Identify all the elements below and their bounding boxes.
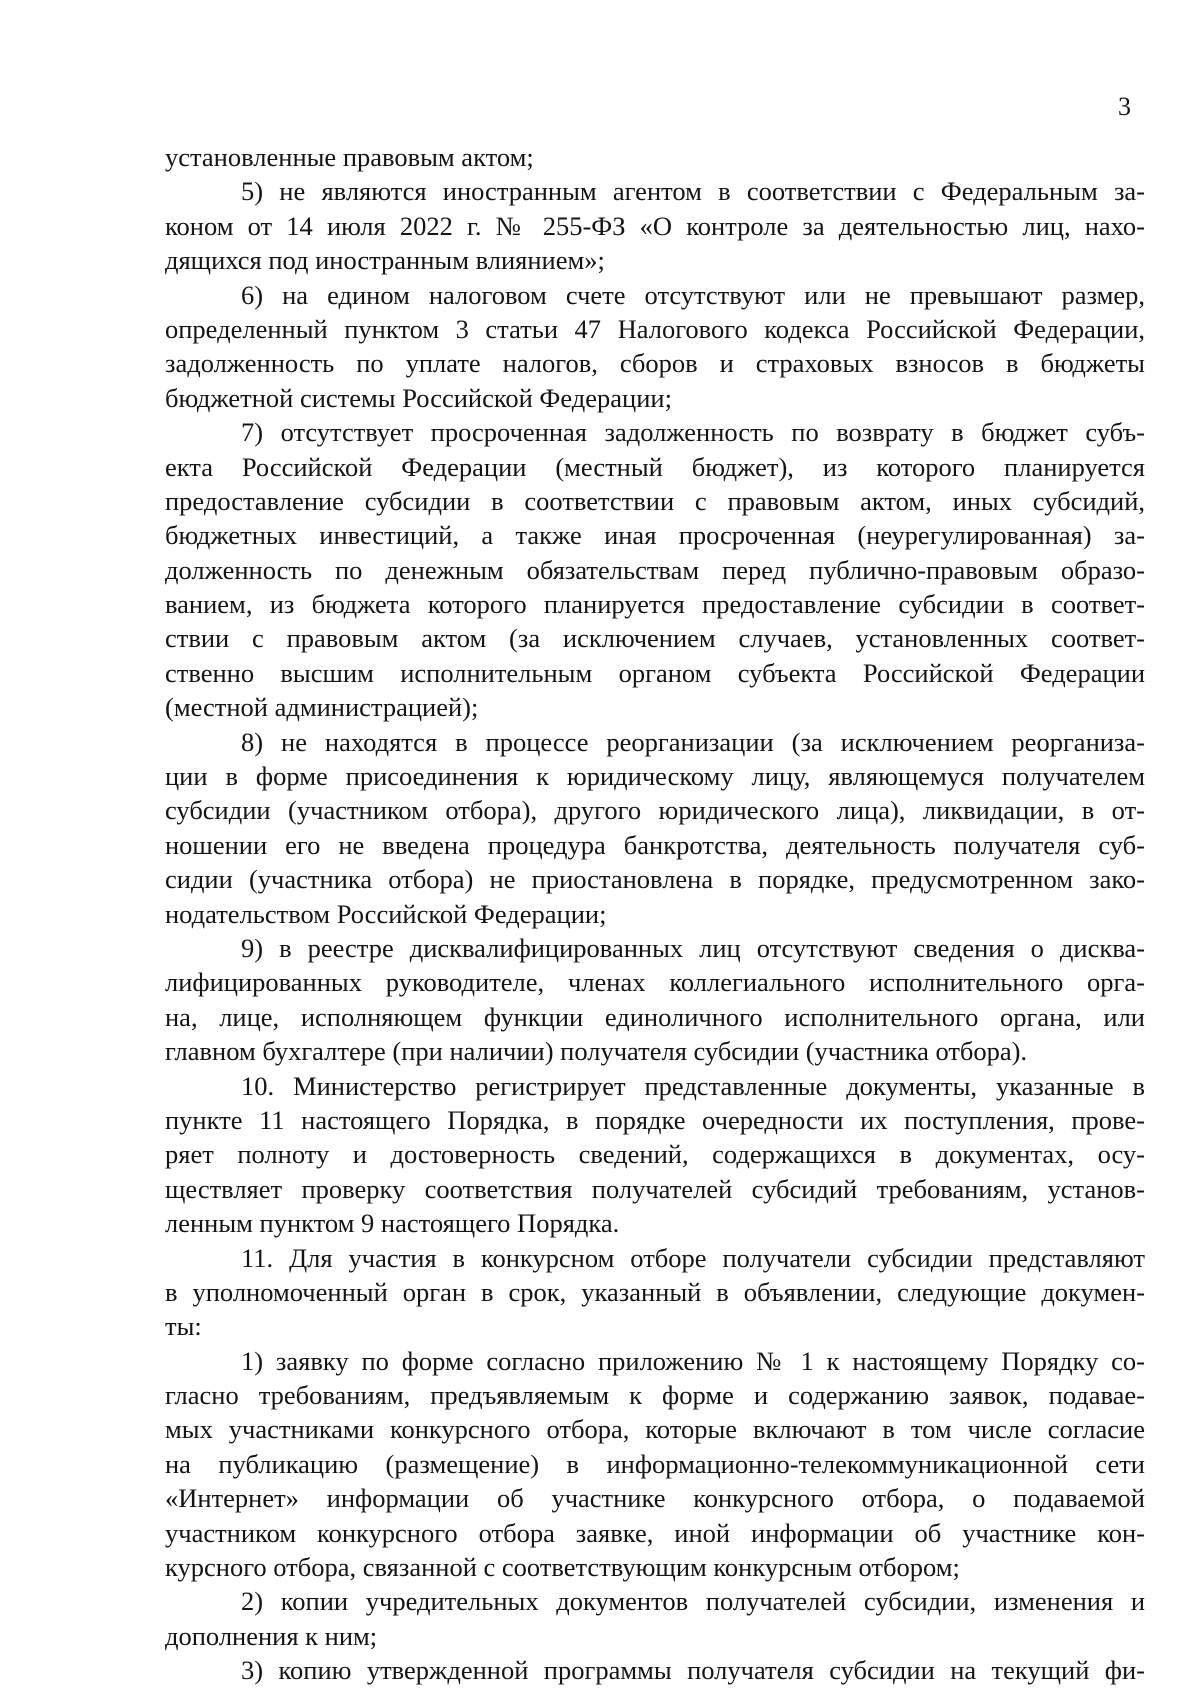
text-line: екта Российской Федерации (местный бюджет), из которого планируется bbox=[165, 451, 1145, 482]
page-number: 3 bbox=[1118, 92, 1131, 121]
text-line: мых участниками конкурсного отбора, которые включают в том числе согласие bbox=[165, 1414, 1145, 1445]
text-line: ванием, из бюджета которого планируется предоставление субсидии в соответ- bbox=[165, 589, 1145, 620]
text-line: 2) копии учредительных документов получателей субсидии, изменения и bbox=[241, 1586, 1145, 1617]
text-line: 8) не находятся в процессе реорганизации (за исключением реорганиза- bbox=[241, 726, 1145, 757]
text-line: главном бухгалтере (при наличии) получателя субсидии (участника отбора). bbox=[165, 1036, 1028, 1067]
text-line: 11. Для участия в конкурсном отборе получатели субсидии представляют bbox=[241, 1242, 1145, 1273]
text-line: ции в форме присоединения к юридическому лицу, являющемуся получателем bbox=[165, 761, 1145, 792]
text-line: задолженность по уплате налогов, сборов и страховых взносов в бюджеты bbox=[165, 348, 1145, 379]
text-line: 5) не являются иностранным агентом в соответствии с Федеральным за- bbox=[241, 176, 1145, 207]
text-line: установленные правовым актом; bbox=[165, 142, 534, 172]
text-line: ленным пунктом 9 настоящего Порядка. bbox=[165, 1208, 620, 1239]
text-line: дящихся под иностранным влиянием»; bbox=[165, 245, 605, 276]
text-line: 9) в реестре дисквалифицированных лиц отсутствуют сведения о дисква- bbox=[241, 932, 1145, 963]
text-line: долженность по денежным обязательствам перед публично-правовым образо- bbox=[165, 554, 1145, 585]
text-line: пункте 11 настоящего Порядка, в порядке очередности их поступления, прове- bbox=[165, 1104, 1145, 1135]
text-line: ственно высшим исполнительным органом субъекта Российской Федерации bbox=[165, 657, 1145, 688]
text-line: курсного отбора, связанной с соответствующим конкурсным отбором; bbox=[165, 1552, 960, 1583]
text-line: ствии с правовым актом (за исключением случаев, установленных соответ- bbox=[165, 623, 1145, 654]
text-line: ты: bbox=[165, 1311, 202, 1342]
text-line: дополнения к ним; bbox=[165, 1620, 378, 1651]
text-line: 10. Министерство регистрирует представленные документы, указанные в bbox=[241, 1070, 1145, 1101]
text-line: ществляет проверку соответствия получателей субсидий требованиям, установ- bbox=[165, 1173, 1145, 1204]
text-line: ряет полноту и достоверность сведений, содержащихся в документах, осу- bbox=[165, 1139, 1145, 1170]
text-line: (местной администрацией); bbox=[165, 692, 479, 723]
text-line: 1) заявку по форме согласно приложению № 1 к настоящему Порядку со- bbox=[241, 1345, 1145, 1376]
text-line: лифицированных руководителе, членах коллегиального исполнительного орга- bbox=[165, 967, 1145, 998]
text-line: на, лице, исполняющем функции единоличного исполнительного органа, или bbox=[165, 1001, 1145, 1032]
text-line: бюджетных инвестиций, а также иная просроченная (неурегулированная) за- bbox=[165, 520, 1145, 551]
text-line: ношении его не введена процедура банкротства, деятельность получателя суб- bbox=[165, 829, 1145, 860]
text-line: коном от 14 июля 2022 г. № 255-ФЗ «О контроле за деятельностью лиц, нахо- bbox=[165, 210, 1145, 241]
text-line: 6) на едином налоговом счете отсутствуют или не превышают размер, bbox=[241, 279, 1145, 310]
text-line: участником конкурсного отбора заявке, иной информации об участнике кон- bbox=[165, 1517, 1145, 1548]
text-line: на публикацию (размещение) в информационно-телекоммуникационной сети bbox=[165, 1448, 1145, 1479]
text-line: определенный пунктом 3 статьи 47 Налогового кодекса Российской Федерации, bbox=[165, 313, 1145, 344]
text-line: предоставление субсидии в соответствии с правовым актом, иных субсидий, bbox=[165, 485, 1145, 516]
text-line: 3) копию утвержденной программы получателя субсидии на текущий фи- bbox=[241, 1655, 1145, 1686]
text-line: сидии (участника отбора) не приостановлена в порядке, предусмотренном зако- bbox=[165, 864, 1145, 895]
text-line: нодательством Российской Федерации; bbox=[165, 898, 607, 929]
text-line: «Интернет» информации об участнике конкурсного отбора, о подаваемой bbox=[165, 1483, 1145, 1514]
text-line: 7) отсутствует просроченная задолженность по возврату в бюджет субъ- bbox=[241, 417, 1145, 448]
text-line: субсидии (участником отбора), другого юридического лица), ликвидации, в от- bbox=[165, 795, 1145, 826]
text-line: в уполномоченный орган в срок, указанный в объявлении, следующие докумен- bbox=[165, 1276, 1145, 1307]
document-body bbox=[165, 140, 1145, 1688]
text-line: гласно требованиям, предъявляемым к форме и содержанию заявок, подавае- bbox=[165, 1380, 1145, 1411]
text-line: бюджетной системы Российской Федерации; bbox=[165, 382, 672, 413]
